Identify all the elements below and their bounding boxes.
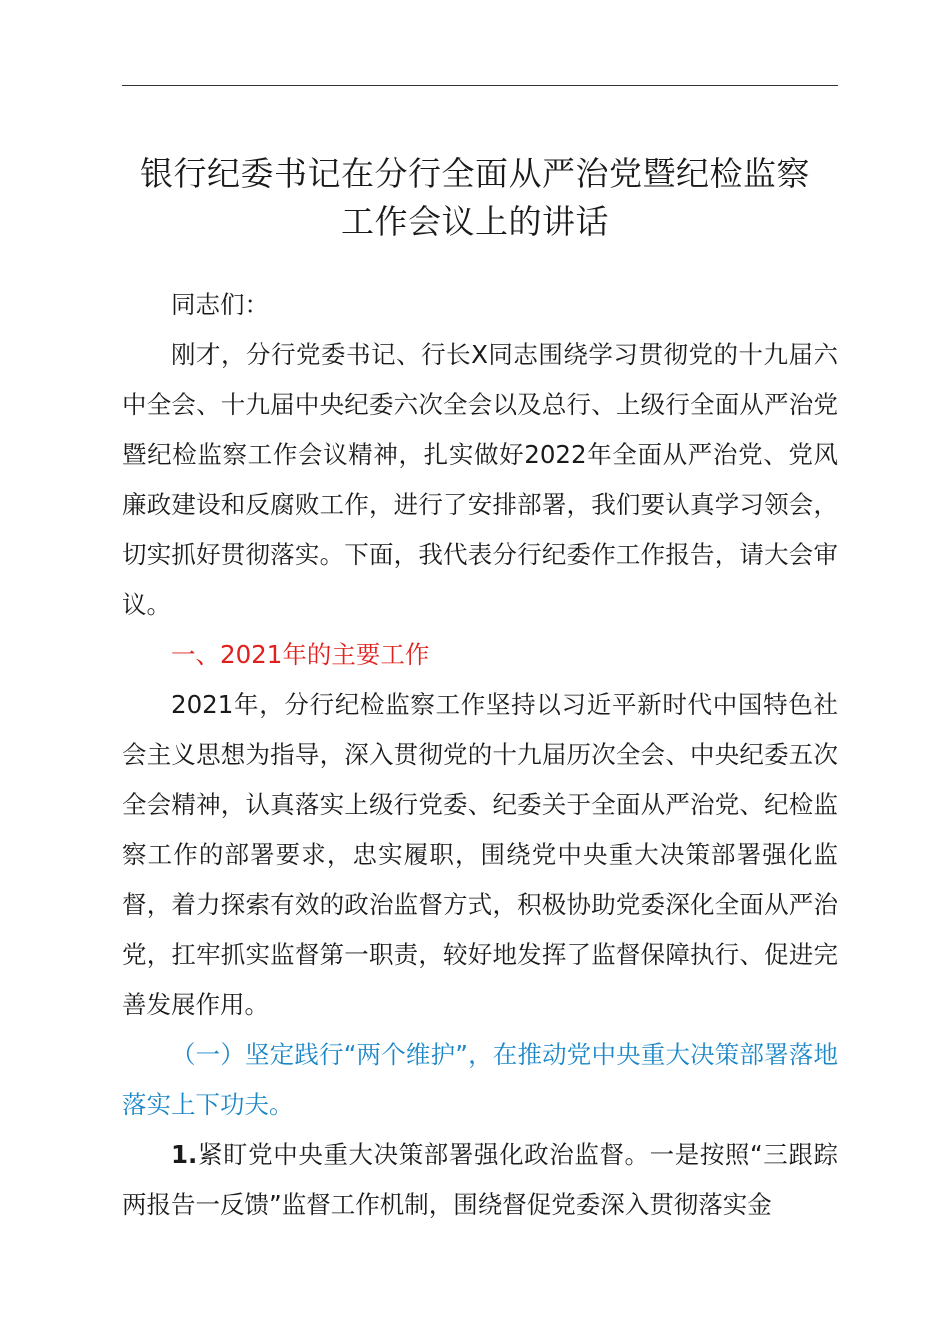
header-rule: [122, 85, 838, 86]
document-title: [100, 150, 850, 246]
salutation: 同志们：: [171, 290, 269, 319]
intro-paragraph: 刚才，分行党委书记、行长X同志围绕学习贯彻党的十九届六中全会、十九届中央纪委六次全会以及总行、上级行全面从严治党暨纪检监察工作会议精神，扎实做好2022年全面从严治党、党风廉政建设和反腐败工作，进行了安排部署，我们要认真学习领会，切实抓好贯彻落实。下面，我代表分行纪委作工作报告，请大会审议。: [122, 340, 838, 619]
item-1-number: 1.: [171, 1140, 198, 1169]
item-1-text: 紧盯党中央重大决策部署强化政治监督。一是按照“三跟踪两报告一反馈”监督工作机制，围绕督促党委深入贯彻落实金: [122, 1140, 838, 1219]
item-1-paragraph: [122, 1130, 838, 1230]
section-1-paragraph: 2021年，分行纪检监察工作坚持以习近平新时代中国特色社会主义思想为指导，深入贯彻党的十九届历次全会、中央纪委五次全会精神，认真落实上级行党委、纪委关于全面从严治党、纪检监察工作的部署要求，忠实履职，围绕党中央重大决策部署强化监督，着力探索有效的政治监督方式，积极协助党委深化全面从严治党，扛牢抓实监督第一职责，较好地发挥了监督保障执行、促进完善发展作用。: [122, 690, 838, 1019]
title-line-2: 工作会议上的讲话: [341, 202, 609, 241]
title-line-1: 银行纪委书记在分行全面从严治党暨纪检监察: [140, 154, 810, 193]
section-heading-1: 一、2021年的主要工作: [171, 640, 430, 669]
document-body: [122, 280, 838, 1230]
subsection-heading-1: （一）坚定践行“两个维护”，在推动党中央重大决策部署落地落实上下功夫。: [122, 1040, 838, 1119]
